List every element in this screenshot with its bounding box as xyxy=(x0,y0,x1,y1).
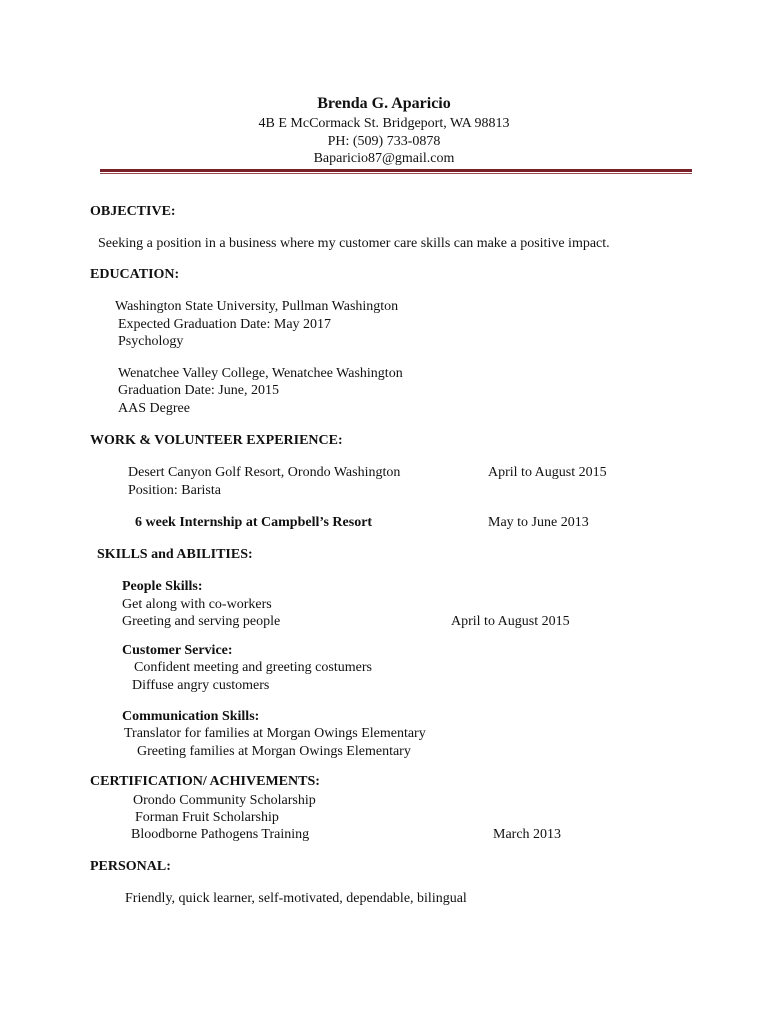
skill-dates: April to August 2015 xyxy=(451,614,570,629)
skill-item: Confident meeting and greeting costumers xyxy=(134,660,372,675)
skill-group-title: Customer Service: xyxy=(122,643,233,658)
education-field: AAS Degree xyxy=(118,401,190,416)
skill-item: Greeting and serving people xyxy=(122,614,281,629)
skill-item: Diffuse angry customers xyxy=(132,678,270,693)
education-field: Psychology xyxy=(118,334,184,349)
certification-dates: March 2013 xyxy=(493,827,562,842)
personal-text: Friendly, quick learner, self-motivated, dependable, bilingual xyxy=(125,891,467,906)
education-heading: EDUCATION: xyxy=(90,267,180,282)
work-title: 6 week Internship at Campbell’s Resort xyxy=(135,515,373,530)
certification-item: Orondo Community Scholarship xyxy=(133,793,316,808)
address: 4B E McCormack St. Bridgeport, WA 98813 xyxy=(258,116,510,131)
skill-group-title: People Skills: xyxy=(122,579,203,594)
work-dates: April to August 2015 xyxy=(488,465,607,480)
certification-item: Forman Fruit Scholarship xyxy=(135,810,279,825)
work-detail: Position: Barista xyxy=(128,483,221,498)
objective-text: Seeking a position in a business where my customer care skills can make a positive impact. xyxy=(98,236,610,251)
work-title: Desert Canyon Golf Resort, Orondo Washington xyxy=(128,465,401,480)
skill-item: Greeting families at Morgan Owings Elementary xyxy=(137,744,411,759)
objective-heading: OBJECTIVE: xyxy=(90,204,176,219)
work-dates: May to June 2013 xyxy=(488,515,589,530)
phone: PH: (509) 733-0878 xyxy=(327,134,441,149)
education-school: Wenatchee Valley College, Wenatchee Washington xyxy=(118,366,403,381)
header-rule-thin xyxy=(100,173,692,174)
education-date: Graduation Date: June, 2015 xyxy=(118,383,279,398)
personal-heading: PERSONAL: xyxy=(90,859,171,874)
email: Baparicio87@gmail.com xyxy=(313,151,455,166)
header-rule-thick xyxy=(100,169,692,172)
resume-name: Brenda G. Aparicio xyxy=(317,95,451,112)
education-school: Washington State University, Pullman Washington xyxy=(115,299,399,314)
skill-item: Translator for families at Morgan Owings Elementary xyxy=(124,726,426,741)
work-heading: WORK & VOLUNTEER EXPERIENCE: xyxy=(90,433,343,448)
education-date: Expected Graduation Date: May 2017 xyxy=(118,317,332,332)
skills-heading: SKILLS and ABILITIES: xyxy=(97,547,253,562)
certification-item: Bloodborne Pathogens Training xyxy=(131,827,310,842)
skill-item: Get along with co-workers xyxy=(122,597,272,612)
skill-group-title: Communication Skills: xyxy=(122,709,260,724)
certification-heading: CERTIFICATION/ ACHIVEMENTS: xyxy=(90,774,320,789)
